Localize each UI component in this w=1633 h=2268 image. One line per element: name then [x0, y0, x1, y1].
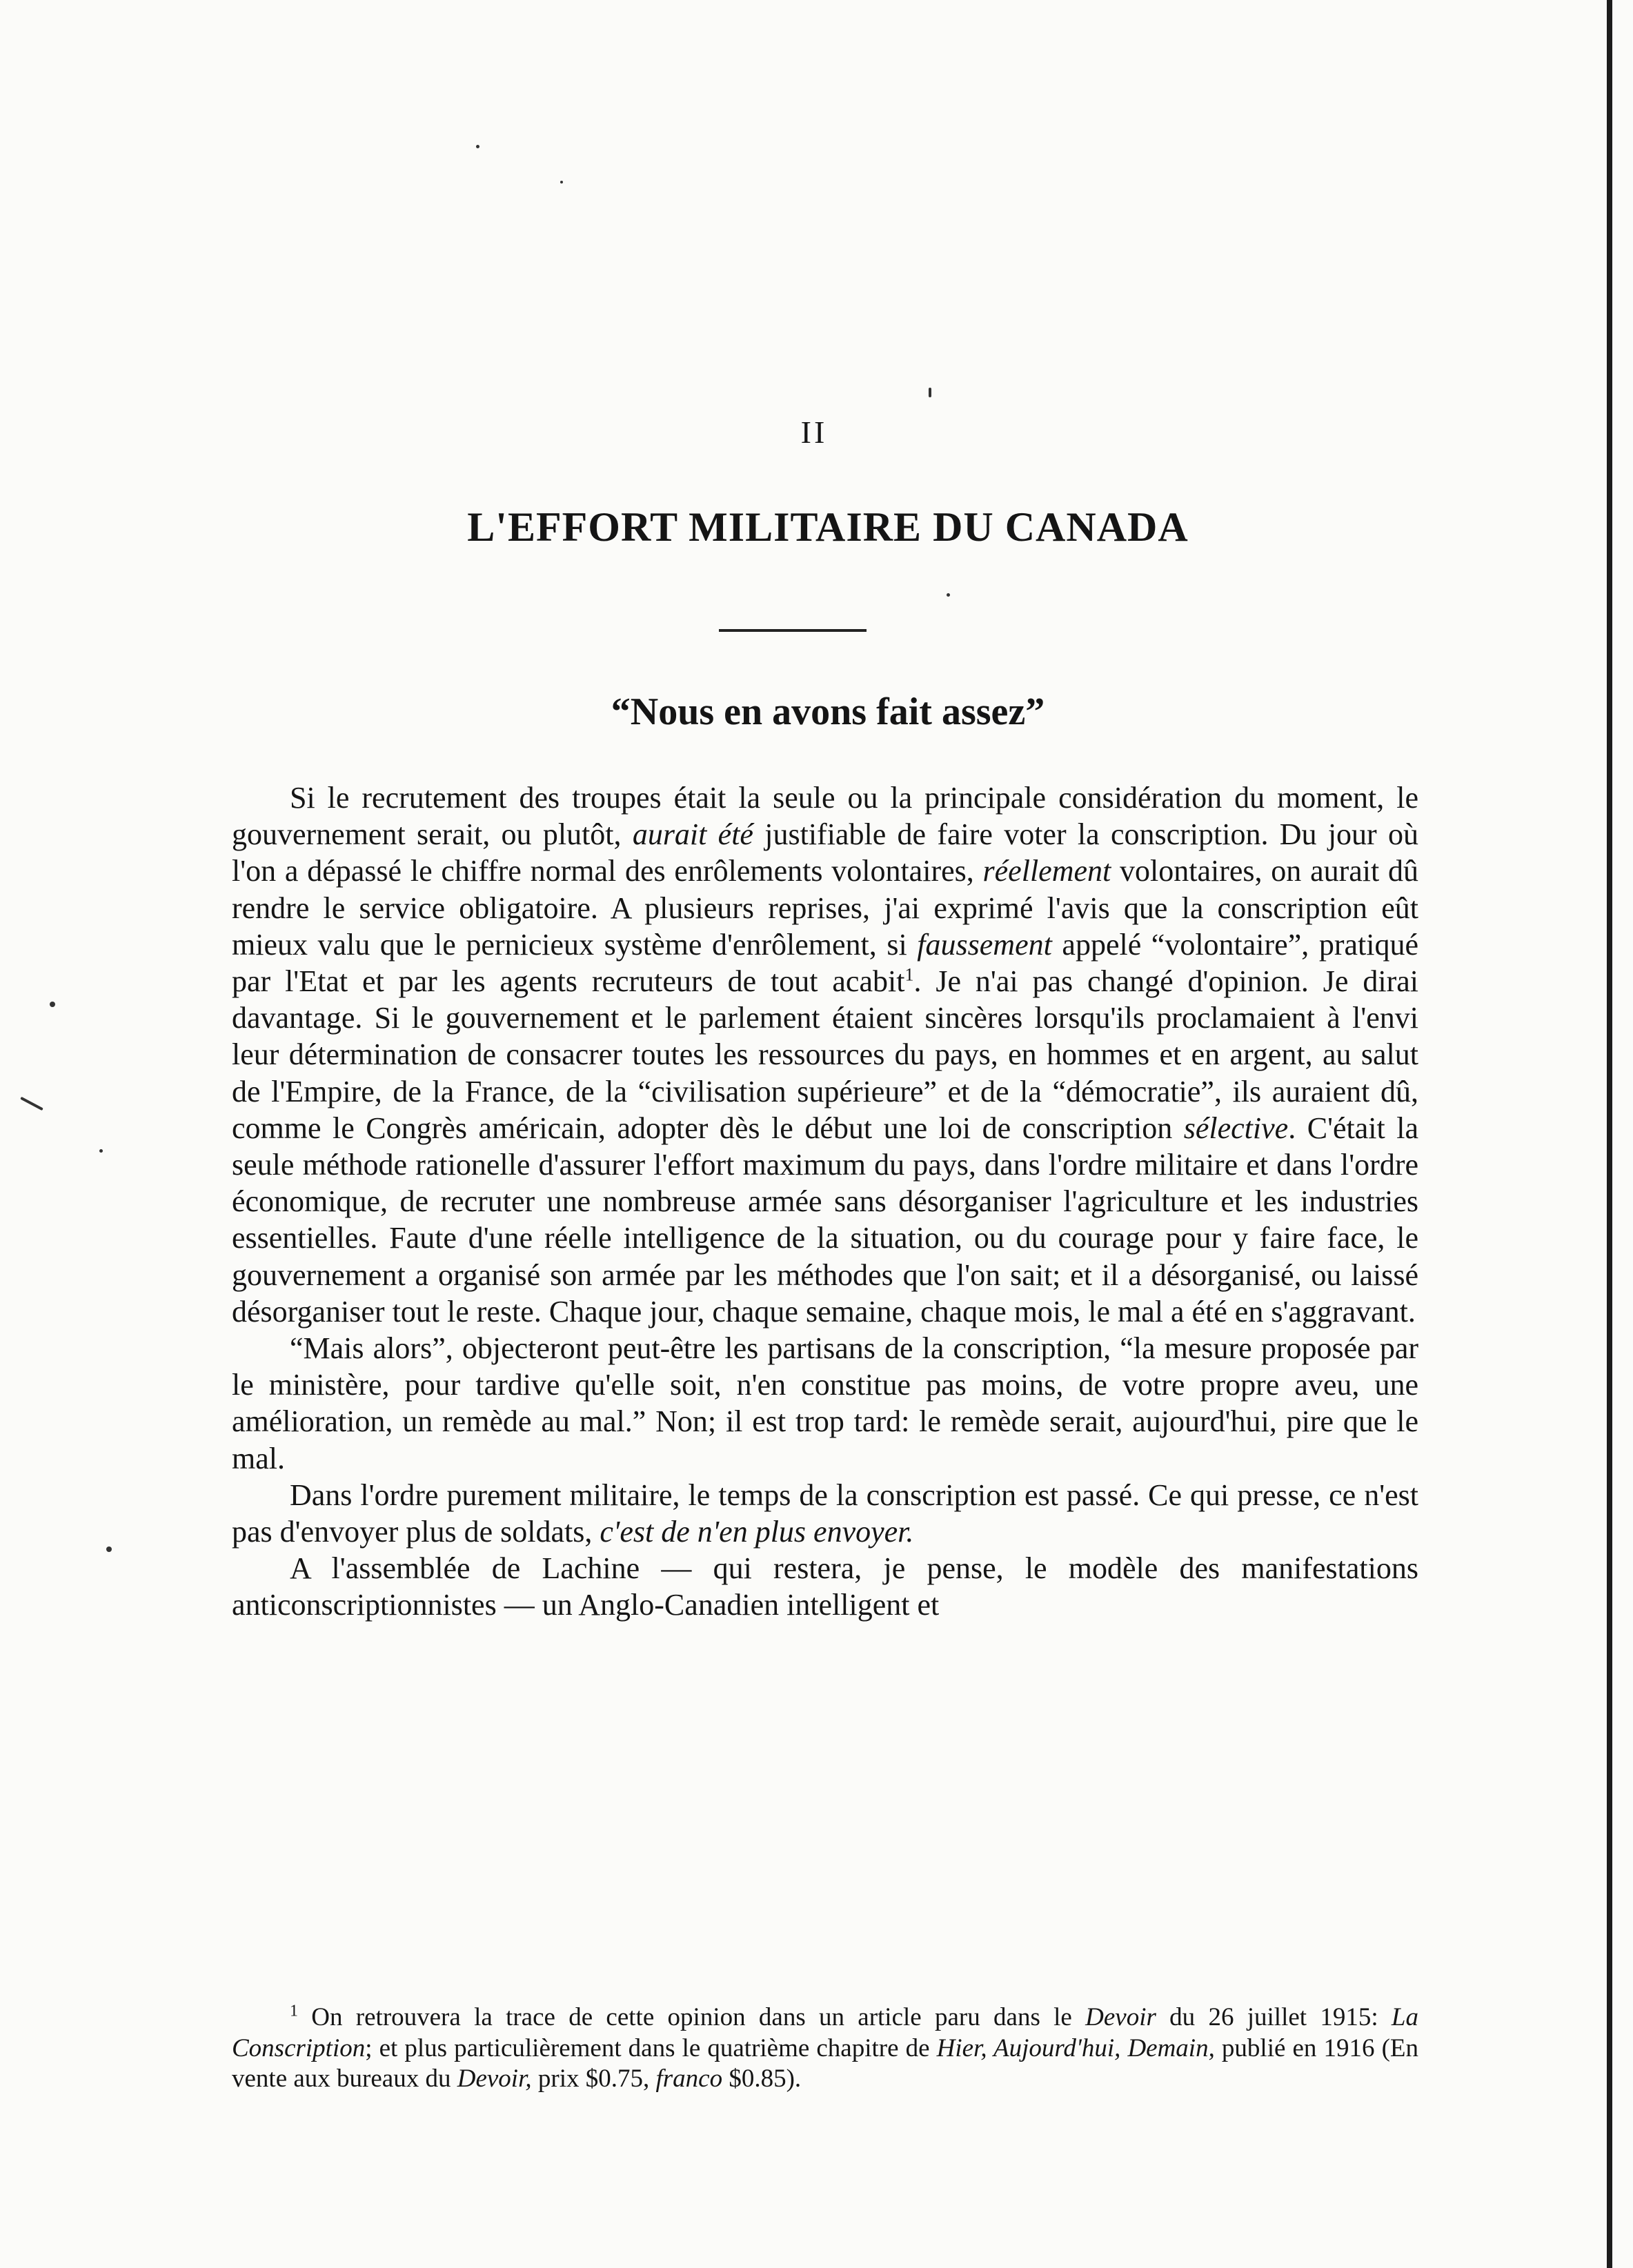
footnote-marker: 1: [290, 2002, 298, 2020]
title-divider: [719, 629, 867, 632]
paragraph-1: Si le recrutement des troupes était la seule ou la principale considération du moment, le gouvernement serait, ou plutôt, aurait été justifiable de faire voter la conscription. Du jour où l'on a dépassé le chiffre normal des enrôlements volontaires, réellement volontaires, on aurait dû rendre le service obligatoire. A plusieurs reprises, j'ai exprimé l'avis que la conscription eût mieux valu que le pernicieux système d'enrôlement, si faussement appelé “volontaire”, pratiqué par l'Etat et par les agents recruteurs de tout acabit$^1$. Je n'ai pas changé d'opinion. Je dirai davantage. Si le gouvernement et le parlement étaient sincères lorsqu'ils proclamaient à l'envi leur détermination de consacrer toutes les ressources du pays, en hommes et en argent, au salut de l'Empire, de la France, de la “civilisation supérieure” et de la “démocratie”, ils auraient dû, comme le Congrès américain, adopter dès le début une loi de conscription sélective. C'était la seule méthode rationelle d'assurer l'effort maximum du pays, dans l'ordre militaire et dans l'ordre économique, de recruter une nombreuse armée sans désorganiser l'agriculture et les industries essentielles. Faute d'une réelle intelligence de la situation, ou du courage pour y faire face, le gouvernement a organisé son armée par les méthodes que l'on sait; et il a désorganisé, ou laissé désorganiser tout le reste. Chaque jour, chaque semaine, chaque mois, le mal a été en s'aggravant.: [232, 781, 1419, 1329]
scan-speck: [560, 181, 563, 183]
footnote-reference[interactable]: 1: [904, 964, 914, 985]
scan-speck: [50, 1002, 55, 1007]
scan-speck: [929, 388, 931, 397]
paragraph-4: A l'assemblée de Lachine — qui restera, je pense, le modèle des manifestations anticonscriptionnistes — un Anglo-Canadien intelligent et: [232, 1551, 1418, 1622]
scan-speck: [947, 593, 950, 597]
scan-speck: [20, 1097, 43, 1111]
scan-speck: [99, 1149, 103, 1153]
scan-speck: [106, 1546, 112, 1552]
page-edge-rule: [1607, 0, 1612, 2268]
chapter-title: L'EFFORT MILITAIRE DU CANADA: [467, 504, 1189, 550]
chapter-number: II: [800, 415, 828, 450]
footnote: [232, 2002, 1418, 2095]
paragraph-3: Dans l'ordre purement militaire, le temps de la conscription est passé. Ce qui presse, ce n'est pas d'envoyer plus de soldats, c'est de n'en plus envoyer.: [232, 1478, 1418, 1549]
section-title: “Nous en avons fait assez”: [611, 690, 1045, 733]
scan-speck: [476, 145, 479, 148]
footnote-text: $^1$ On retrouvera la trace de cette opinion dans un article paru dans le Devoir du 26 juillet 1915: La Conscription; et plus particulièrement dans le quatrième chapitre de Hier, Aujourd'hui, Demain, publié en 1916 (En vente aux bureaux du Devoir, prix $0.75, franco $0.85).: [232, 2002, 1419, 2093]
body-text: [232, 779, 1418, 1624]
paragraph-2: “Mais alors”, objecteront peut-être les partisans de la conscription, “la mesure proposée par le ministère, pour tardive qu'elle soit, n'en constitue pas moins, de votre propre aveu, une amélioration, un remède au mal.” Non; il est trop tard: le remède serait, aujourd'hui, pire que le mal.: [232, 1331, 1418, 1475]
